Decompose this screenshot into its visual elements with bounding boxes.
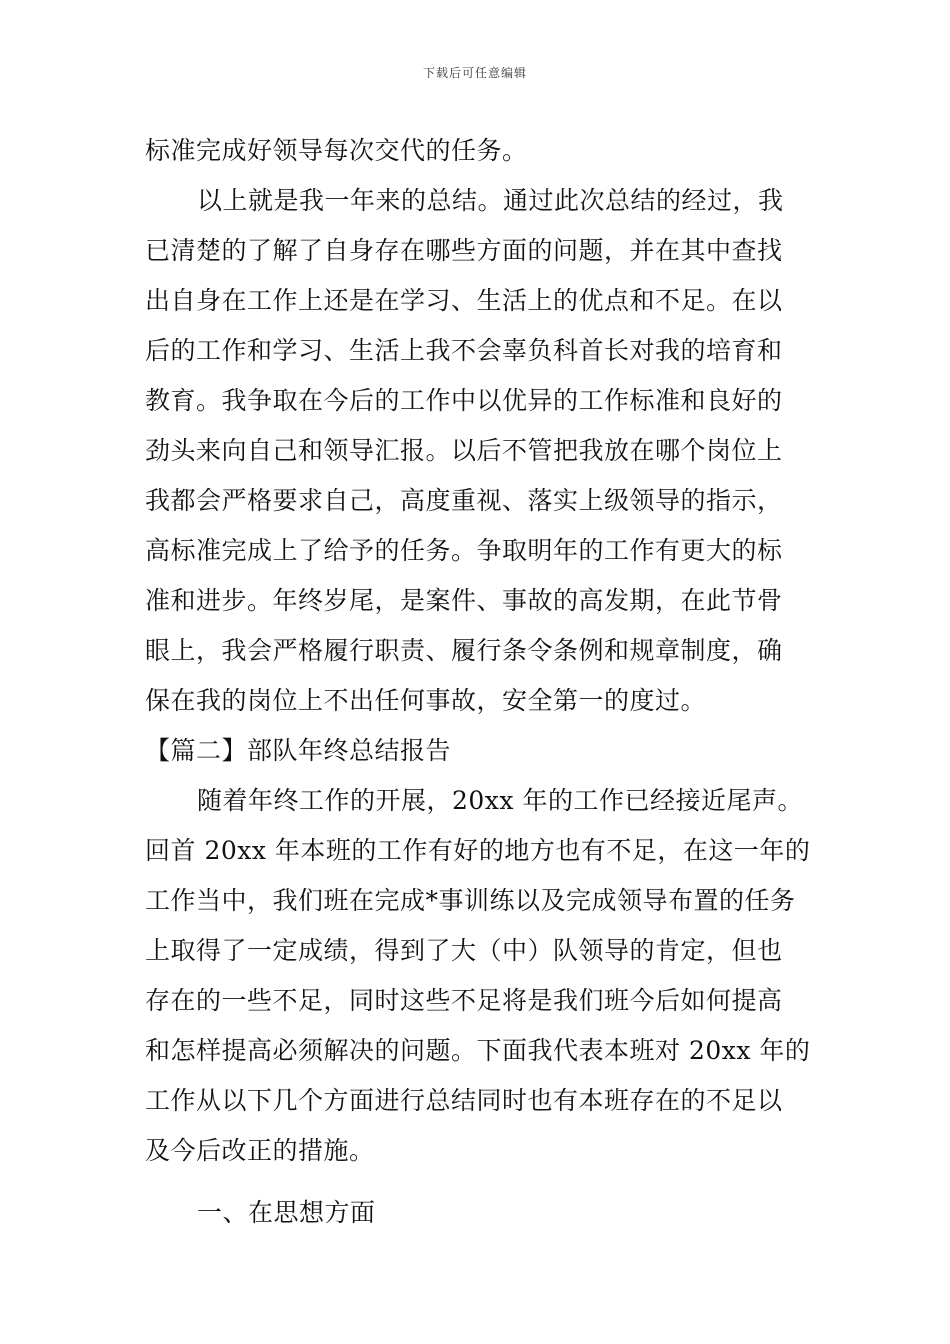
paragraph-line: 随着年终工作的开展，20xx 年的工作已经接近尾声。	[197, 786, 803, 815]
paragraph-line: 高标准完成上了给予的任务。争取明年的工作有更大的标	[145, 536, 783, 565]
paragraph-line: 和怎样提高必须解决的问题。下面我代表本班对 20xx 年的	[145, 1036, 811, 1065]
paragraph-line: 后的工作和学习、生活上我不会辜负科首长对我的培育和	[145, 336, 783, 365]
paragraph-line: 上取得了一定成绩，得到了大（中）队领导的肯定，但也	[145, 936, 783, 965]
section-heading: 【篇二】部队年终总结报告	[145, 736, 452, 765]
paragraph-line: 以上就是我一年来的总结。通过此次总结的经过，我	[197, 186, 784, 215]
paragraph-line: 劲头来向自己和领导汇报。以后不管把我放在哪个岗位上	[145, 436, 783, 465]
page-header: 下载后可任意编辑	[422, 66, 527, 80]
paragraph-line: 存在的一些不足，同时这些不足将是我们班今后如何提高	[145, 986, 783, 1015]
subsection-heading: 一、在思想方面	[197, 1198, 376, 1227]
paragraph-line: 眼上，我会严格履行职责、履行条令条例和规章制度，确	[145, 636, 783, 665]
paragraph-line: 工作当中，我们班在完成*事训练以及完成领导布置的任务	[145, 886, 796, 915]
paragraph-line: 标准完成好领导每次交代的任务。	[145, 136, 528, 165]
paragraph-line: 教育。我争取在今后的工作中以优异的工作标准和良好的	[145, 386, 783, 415]
paragraph-line: 保在我的岗位上不出任何事故，安全第一的度过。	[145, 686, 707, 715]
paragraph-line: 已清楚的了解了自身存在哪些方面的问题，并在其中查找	[145, 236, 783, 265]
document-body	[145, 126, 810, 1238]
paragraph-line: 回首 20xx 年本班的工作有好的地方也有不足，在这一年的	[145, 836, 811, 865]
paragraph-line: 准和进步。年终岁尾，是案件、事故的高发期，在此节骨	[145, 586, 783, 615]
paragraph-line: 我都会严格要求自己，高度重视、落实上级领导的指示，	[145, 486, 783, 515]
paragraph-line: 及今后改正的措施。	[145, 1136, 375, 1165]
paragraph-line: 工作从以下几个方面进行总结同时也有本班存在的不足以	[145, 1086, 783, 1115]
paragraph-line: 出自身在工作上还是在学习、生活上的优点和不足。在以	[145, 286, 783, 315]
